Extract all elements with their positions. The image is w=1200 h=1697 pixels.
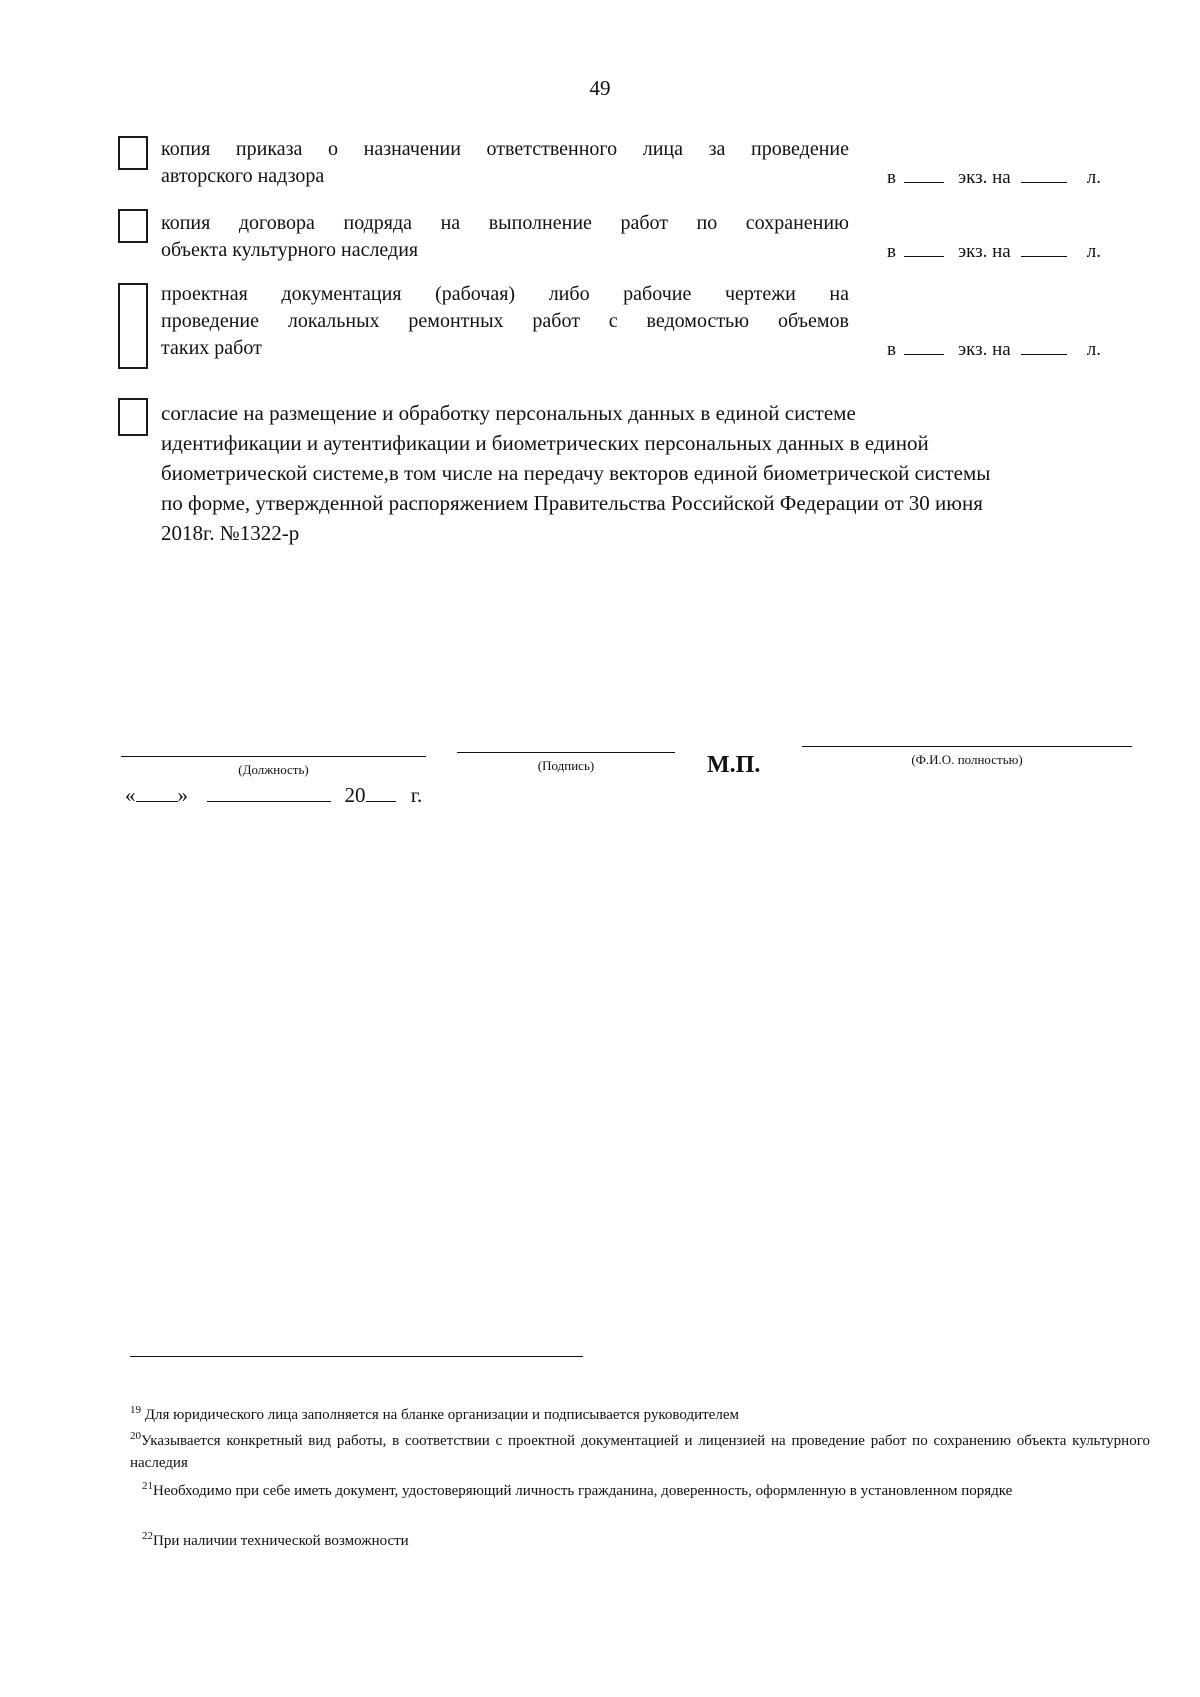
sheets-count-field[interactable] <box>1021 240 1067 257</box>
copies-middle: экз. на <box>957 167 1011 188</box>
copies-prefix: в <box>887 241 896 262</box>
footnote-20 <box>130 1430 1150 1474</box>
item-line: проведение локальных ремонтных работ с ведомостью объемов <box>161 310 849 332</box>
copies-prefix: в <box>887 167 896 188</box>
position-caption: (Должность) <box>238 762 309 777</box>
date-close-quote: » <box>177 783 188 807</box>
stamp-label: М.П. <box>707 752 761 778</box>
item-project-documentation-text <box>161 281 849 362</box>
sheets-count-field[interactable] <box>1021 338 1067 355</box>
consent-line: биометрической системе,в том числе на передачу векторов единой биометрической системы <box>161 461 991 485</box>
item-line: авторского надзора <box>161 165 325 187</box>
sheets-count-field[interactable] <box>1021 166 1067 183</box>
footnote-text: Указывается конкретный вид работы, в соответствии с проектной документацией и лицензией на проведение работ по сохранению объекта культурного наследия <box>130 1433 1150 1471</box>
year-field[interactable] <box>366 783 396 802</box>
name-line[interactable] <box>802 746 1132 747</box>
footnote-21 <box>130 1480 1150 1502</box>
copies-row <box>887 166 1127 189</box>
footnote-text: Необходимо при себе иметь документ, удостоверяющий личность гражданина, доверенность, оформленную в установленном порядке <box>153 1483 1013 1499</box>
signature-caption: (Подпись) <box>537 758 595 773</box>
copies-middle: экз. на <box>957 241 1011 262</box>
copies-count-field[interactable] <box>904 166 944 183</box>
copies-suffix: л. <box>1086 339 1101 360</box>
footnote-number: 20 <box>130 1430 141 1442</box>
copies-suffix: л. <box>1086 167 1101 188</box>
year-suffix: г. <box>410 783 423 807</box>
checkbox-consent[interactable] <box>118 398 148 436</box>
item-line: объекта культурного наследия <box>161 239 419 261</box>
day-field[interactable] <box>136 783 178 802</box>
page-number: 49 <box>589 76 611 100</box>
date-open-quote: « <box>125 783 136 807</box>
copies-prefix: в <box>887 339 896 360</box>
footnote-number: 21 <box>142 1480 153 1492</box>
year-prefix: 20 <box>344 783 366 807</box>
month-field[interactable] <box>207 783 331 802</box>
copies-count-field[interactable] <box>904 338 944 355</box>
item-line: проектная документация (рабочая) либо рабочие чертежи на <box>161 283 849 305</box>
checkbox-project-documentation[interactable] <box>118 283 148 369</box>
signature-line[interactable] <box>457 752 675 753</box>
footnote-text: При наличии технической возможности <box>153 1533 409 1549</box>
checkbox-contract[interactable] <box>118 209 148 243</box>
item-contract-text <box>161 210 849 264</box>
copies-suffix: л. <box>1086 241 1101 262</box>
footnote-separator <box>130 1356 583 1357</box>
consent-line: по форме, утвержденной распоряжением Правительства Российской Федерации от 30 июня <box>161 491 983 515</box>
item-line: таких работ <box>161 337 262 359</box>
date-row <box>125 783 422 808</box>
copies-middle: экз. на <box>957 339 1011 360</box>
position-line[interactable] <box>121 756 426 757</box>
checkbox-author-supervision[interactable] <box>118 136 148 170</box>
item-line: копия приказа о назначении ответственного лица за проведение <box>161 138 849 160</box>
consent-text <box>161 398 1121 548</box>
footnote-19 <box>130 1404 1150 1426</box>
consent-line: согласие на размещение и обработку персональных данных в единой системе <box>161 401 856 425</box>
item-line: копия договора подряда на выполнение работ по сохранению <box>161 212 849 234</box>
copies-row <box>887 338 1127 361</box>
consent-line: 2018г. №1322-р <box>161 521 300 545</box>
item-author-supervision-text <box>161 136 849 190</box>
footnote-text: Для юридического лица заполняется на бланке организации и подписывается руководителем <box>144 1407 739 1423</box>
footnote-number: 19 <box>130 1404 141 1416</box>
footnote-22 <box>130 1530 1150 1552</box>
copies-row <box>887 240 1127 263</box>
copies-count-field[interactable] <box>904 240 944 257</box>
consent-line: идентификации и аутентификации и биометрических персональных данных в единой <box>161 431 929 455</box>
footnote-number: 22 <box>142 1530 153 1542</box>
name-caption: (Ф.И.О. полностью) <box>911 752 1023 767</box>
